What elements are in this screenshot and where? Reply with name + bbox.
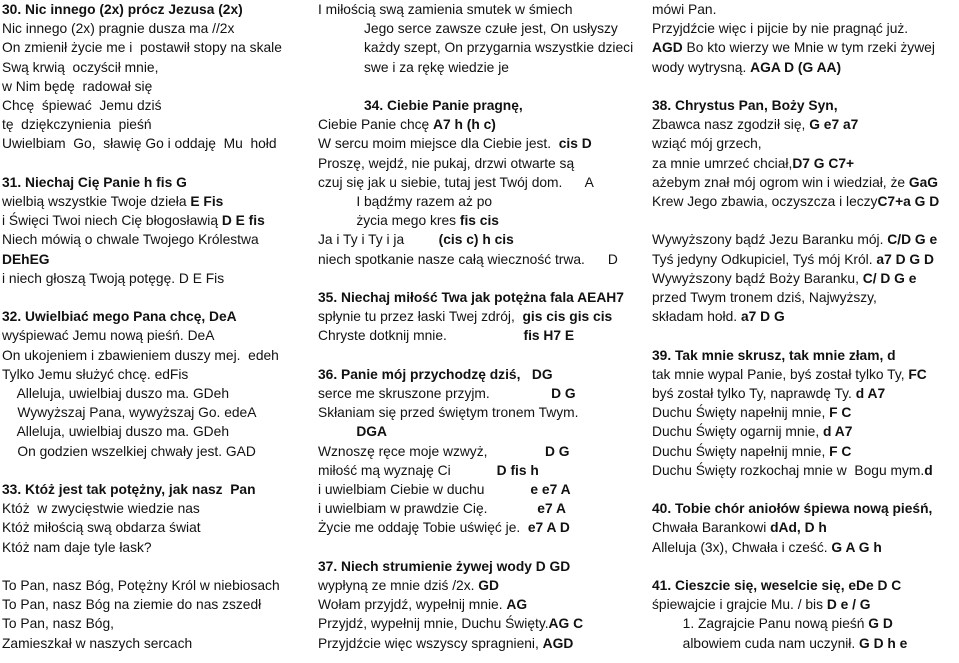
chord-text: AGA D (G AA) <box>750 59 842 75</box>
song-heading-line <box>2 173 187 192</box>
lyric-line: To Pan, nasz Bóg, <box>2 616 114 632</box>
lyric-line <box>318 461 539 480</box>
chord-text: D fis h <box>496 462 539 478</box>
lyric-line <box>318 595 527 614</box>
lyric-line <box>652 250 934 269</box>
song-heading-line: 34. Ciebie Panie pragnę, <box>318 98 523 113</box>
lyric-line: DEhEG <box>2 251 50 267</box>
lyric-text: Krew Jego zbawia, oczyszcza i leczy <box>652 194 878 209</box>
lyric-line: przed Twym tronem dziś, Najwyższy, <box>652 290 877 305</box>
lyric-line: Któż nam daje tyle łask? <box>2 539 152 555</box>
chord-text: gis cis gis cis <box>522 309 613 325</box>
lyric-text: życia mego kres <box>318 213 460 229</box>
heading-chords: h fis G <box>143 174 187 190</box>
song-heading-line: 32. Uwielbiać mego Pana chcę, DeA <box>2 309 237 325</box>
lyric-line <box>318 442 569 461</box>
lyric-line <box>652 269 916 288</box>
lyric-line: I miłością swą zamienia smutek w śmiech <box>318 2 573 17</box>
lyric-line: Niech mówią o chwale Twojego Królestwa <box>2 232 259 248</box>
chord-text: C/ D G e <box>862 270 917 286</box>
lyric-line: Alleluja, uwielbiaj duszo ma. GDeh <box>2 386 229 401</box>
lyric-line: tę dziękczynienia pieśń <box>2 117 152 133</box>
lyric-line: Chcę śpiewać Jemu dziś <box>2 98 162 113</box>
lyric-text: Tyś jedyny Odkupiciel, Tyś mój Król. <box>652 251 877 267</box>
lyric-text: wypłyną ze mnie dziś /2x. <box>318 578 479 593</box>
chord-text: G D <box>868 616 893 632</box>
lyric-line: wyśpiewać Jemu nową pieśń. DeA <box>2 328 215 344</box>
lyric-line <box>318 326 574 345</box>
chord-text: D G <box>544 443 570 459</box>
lyric-line <box>652 538 882 557</box>
lyric-line <box>318 480 571 499</box>
lyric-line <box>318 307 612 326</box>
chord-text: AGD <box>652 40 683 56</box>
lyric-line: Przyjdźcie więc i pijcie by nie pragnąć już. <box>652 21 909 37</box>
chord-text: AG <box>506 597 528 613</box>
lyric-text: spłynie tu przez łaski Twej zdrój, <box>318 309 523 325</box>
lyric-text: składam hołd. <box>652 309 741 325</box>
chord-text: d A7 <box>823 424 853 440</box>
chord-text: a7 D G D <box>876 251 934 267</box>
lyric-line <box>318 115 496 134</box>
lyric-line: Zamieszkał w naszych sercach <box>2 635 193 651</box>
lyric-text: wody wytrysną. <box>652 59 751 75</box>
lyric-line: czuj się jak u siebie, tutaj jest Twój dom. A <box>318 174 594 190</box>
lyric-line <box>652 442 851 461</box>
lyric-line: Uwielbiam Go, sławię Go i oddaję Mu hołd <box>2 136 277 152</box>
lyric-line: To Pan, nasz Bóg na ziemie do nas zszedł <box>2 597 262 613</box>
lyric-text: śpiewajcie i grajcie Mu. / bis <box>652 597 827 613</box>
lyric-text: i Święci Twoi niech Cię błogosławią <box>2 213 222 229</box>
lyric-text: ażebym znał mój ogrom win i wiedział, że <box>652 174 909 190</box>
heading-text: 31. Niechaj Cię Panie <box>2 174 144 190</box>
lyric-line: Któż miłością swą obdarza świat <box>2 520 201 536</box>
chord-text: dAd, D h <box>770 520 827 536</box>
lyric-text: Wołam przyjdź, wypełnij mnie. <box>318 597 507 613</box>
chord-text: e7 A <box>537 501 566 517</box>
lyric-line: swe i za rękę wiedzie je <box>318 59 509 75</box>
lyric-line <box>652 403 851 422</box>
lyric-text: Chwała Barankowi <box>652 520 771 536</box>
chord-text: D7 G C7+ <box>792 155 855 171</box>
chord-text: E Fis <box>190 194 224 209</box>
lyric-line <box>652 38 935 57</box>
chord-text: F C <box>829 443 852 459</box>
chord-text: FC <box>908 366 927 382</box>
lyric-text: Zbawca nasz zgodził się, <box>652 117 810 133</box>
lyric-line: Skłaniam się przed świętym tronem Twym. <box>318 405 579 421</box>
lyric-text: serce me skruszone przyjm. <box>318 386 552 401</box>
lyric-text: Wznoszę ręce moje wzwyż, <box>318 443 545 459</box>
song-heading-line: 40. Tobie chór aniołów śpiewa nową pieśń, <box>652 501 933 517</box>
chord-text: C7+a G D <box>877 194 940 209</box>
lyric-line <box>652 154 854 173</box>
chord-text: d <box>924 462 933 478</box>
lyric-text: byś został tylko Ty, naprawdę Ty. <box>652 386 856 401</box>
lyric-line: Swą krwią oczyścił mnie, <box>2 59 159 75</box>
song-heading-line: 33. Któż jest tak potężny, jak nasz Pan <box>2 482 256 497</box>
song-heading-line <box>652 96 838 115</box>
lyric-line <box>652 634 907 653</box>
lyric-text: Wywyższony bądź Boży Baranku, <box>652 270 863 286</box>
lyric-text: Duchu Święty napełnij mnie, <box>652 405 830 421</box>
chord-text: G D h e <box>859 635 908 651</box>
lyric-line <box>652 365 927 384</box>
lyric-line: i niech głoszą Twoją potęgę. D E Fis <box>2 270 225 286</box>
lyric-line <box>652 461 933 480</box>
chord-text: cis D <box>558 136 592 152</box>
lyric-line <box>318 134 592 153</box>
lyric-text: Życie me oddaję Tobie uświęć je. <box>318 520 528 536</box>
lyric-line <box>318 634 573 653</box>
lyric-line <box>652 173 938 192</box>
lyric-line: każdy szept, On przygarnia wszystkie dzieci <box>318 40 634 56</box>
lyric-line: Proszę, wejdź, nie pukaj, drzwi otwarte są <box>318 155 575 171</box>
lyric-line <box>652 115 858 134</box>
chord-text: GaG <box>908 174 939 190</box>
lyric-line <box>652 422 852 441</box>
lyric-line: DGA <box>318 424 387 440</box>
lyric-line: I bądźmy razem aż po <box>318 194 493 209</box>
lyric-text: Ciebie Panie chcę <box>318 117 434 133</box>
chord-text: fis cis <box>459 213 499 229</box>
lyric-line: wziąć mój grzech, <box>652 136 762 152</box>
chord-text: d A7 <box>855 386 886 401</box>
lyric-line <box>652 230 937 249</box>
lyric-line: Wywyższaj Pana, wywyższaj Go. edeA <box>2 405 257 421</box>
lyric-line <box>652 384 885 403</box>
lyric-line: To Pan, nasz Bóg, Potężny Król w niebiosach <box>2 578 280 593</box>
lyric-text: tak mnie wypal Panie, byś został tylko Ty, <box>652 366 909 382</box>
lyric-text: W sercu moim miejsce dla Ciebie jest. <box>318 136 559 152</box>
lyric-line <box>318 614 583 633</box>
lyric-line <box>318 499 566 518</box>
song-heading-line: 39. Tak mnie skrusz, tak mnie złam, d <box>652 347 896 363</box>
chord-text: G A G h <box>831 539 882 555</box>
chord-text: e e7 A <box>530 482 571 497</box>
lyric-line <box>318 518 570 537</box>
song-heading-line: 35. Niechaj miłość Twa jak potężna fala AEAH7 <box>318 290 624 305</box>
lyric-line <box>652 595 871 614</box>
lyric-text: Duchu Święty napełnij mnie, <box>652 443 830 459</box>
chord-text: (cis c) h cis <box>438 232 514 248</box>
lyric-line <box>652 518 827 537</box>
lyric-line: Tylko Jemu służyć chcę. edFis <box>2 366 189 382</box>
lyric-text: Bo kto wierzy we Mnie w tym rzeki żywej <box>682 40 935 56</box>
chord-text: e7 A D <box>527 520 570 536</box>
chord-text: C/D G e <box>887 232 938 248</box>
lyric-text: Duchu Święty ogarnij mnie, <box>652 424 824 440</box>
lyric-line <box>2 192 223 211</box>
chord-text: AGD <box>542 635 574 651</box>
lyric-text: Wywyższony bądź Jezu Baranku mój. <box>652 232 888 248</box>
lyric-line <box>318 211 499 230</box>
lyric-text: i uwielbiam Ciebie w duchu <box>318 482 531 497</box>
lyric-text: Przyjdź, wypełnij mnie, Duchu Święty. <box>318 616 549 632</box>
chord-text: G e7 a7 <box>809 117 859 133</box>
lyric-line: mówi Pan. <box>652 2 717 17</box>
lyric-line: w Nim będę radował się <box>2 78 153 94</box>
lyric-line <box>318 384 576 403</box>
chord-text: fis H7 E <box>523 328 575 344</box>
lyric-line: Któż w zwycięstwie wiedzie nas <box>2 501 200 517</box>
chord-text: F C <box>829 405 852 421</box>
lyric-line: On ukojeniem i zbawieniem duszy mej. edeh <box>2 347 279 363</box>
lyric-text: Duchu Święty rozkochaj mnie w Bogu mym. <box>652 462 925 478</box>
lyric-line: On godzien wszelkiej chwały jest. GAD <box>2 443 256 459</box>
lyric-line <box>652 58 841 77</box>
song-heading-line: 41. Cieszcie się, weselcie się, eDe D C <box>652 578 902 593</box>
lyric-text: 1. Zagrajcie Panu nową pieśń <box>652 616 869 632</box>
lyric-line <box>318 230 514 249</box>
song-heading-line: 36. Panie mój przychodzę dziś, DG <box>318 366 553 382</box>
chord-text: D E fis <box>221 213 265 229</box>
lyric-line <box>2 211 265 230</box>
chord-text: D e / G <box>826 597 871 613</box>
lyric-text: miłość mą wyznaję Ci <box>318 462 497 478</box>
lyric-text: Chryste dotknij mnie. <box>318 328 524 344</box>
lyric-text: za mnie umrzeć chciał, <box>652 155 793 171</box>
lyric-line <box>652 614 893 633</box>
lyric-line: Alleluja, uwielbiaj duszo ma. GDeh <box>2 424 229 440</box>
chord-text: GD <box>478 578 499 593</box>
lyric-text: wielbią wszystkie Twoje dzieła <box>2 194 191 209</box>
lyric-line <box>652 192 939 211</box>
lyric-line: On zmienił życie me i postawił stopy na skale <box>2 40 282 56</box>
chord-text: D G <box>551 386 576 401</box>
lyric-line: Nic innego (2x) pragnie dusza ma //2x <box>2 21 235 37</box>
heading-text: 38. Chrystus Pan <box>652 98 764 113</box>
chord-text: a7 D G <box>740 309 785 325</box>
lyric-line: niech spotkanie nasze całą wieczność trwa. D <box>318 251 618 267</box>
lyric-line: Jego serce zawsze czułe jest, On usłyszy <box>318 21 618 37</box>
lyric-line <box>318 576 499 595</box>
lyric-text: albowiem cuda nam uczynił. <box>652 635 860 651</box>
song-heading-line: 37. Niech strumienie żywej wody D GD <box>318 558 571 574</box>
lyric-text: Przyjdźcie więc wszyscy spragnieni, <box>318 635 543 651</box>
chord-text: A7 h (h c) <box>433 117 496 133</box>
chord-text: AG C <box>548 616 584 632</box>
lyric-text: i uwielbiam w prawdzie Cię. <box>318 501 538 517</box>
lyric-text: Ja i Ty i Ty i ja <box>318 232 439 248</box>
heading-chords: , Boży Syn, <box>763 98 838 113</box>
song-heading-line: 30. Nic innego (2x) prócz Jezusa (2x) <box>2 2 243 17</box>
lyric-line <box>652 307 785 326</box>
lyric-text: Alleluja (3x), Chwała i cześć. <box>652 539 832 555</box>
